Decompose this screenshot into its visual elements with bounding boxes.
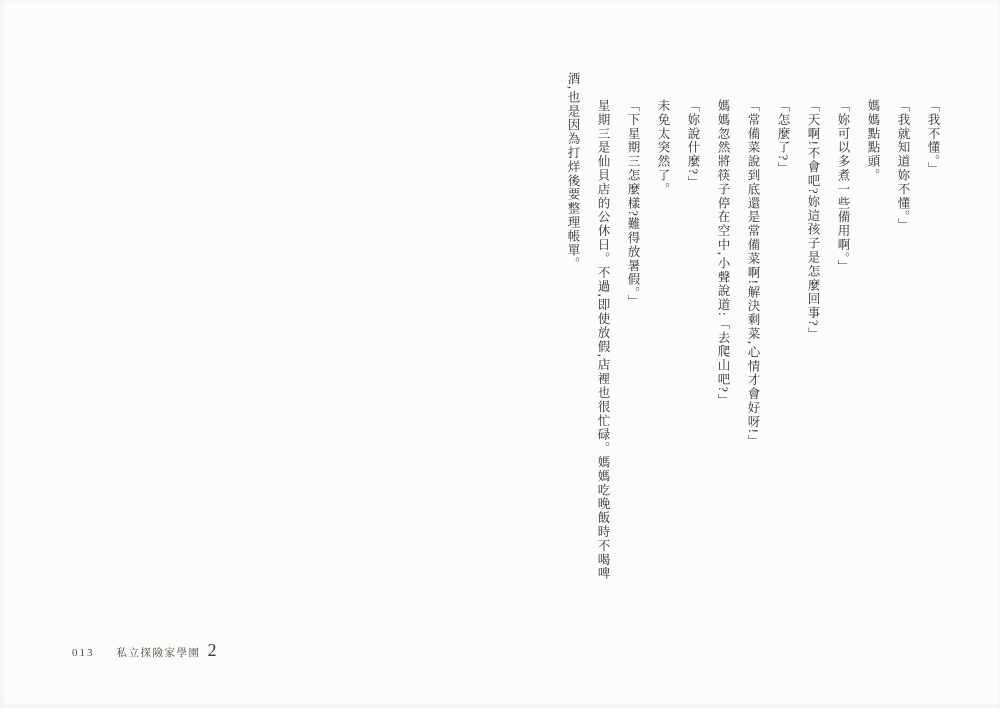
body-text-right xyxy=(558,72,948,620)
text-line: 媽媽點點頭。 xyxy=(866,99,880,183)
volume-number: 2 xyxy=(207,640,217,660)
text-line: 媽媽忽然將筷子停在空中,小聲說道:「去爬山吧?」 xyxy=(716,99,730,408)
page-right xyxy=(500,0,1000,708)
text-line: 「我就知道妳不懂。」 xyxy=(896,99,910,232)
text-line: 「常備菜說到底還是常備菜啊!解決剩菜,心情才會好呀!」 xyxy=(746,99,760,449)
book-title: 私立探險家學園 xyxy=(116,648,201,659)
text-line: 未免太突然了。 xyxy=(656,99,670,197)
text-line: 「妳可以多煮一些備用啊。」 xyxy=(836,99,850,274)
text-line: 「天啊!不會吧?妳這孩子是怎麼回事?」 xyxy=(806,99,820,341)
text-line: 「妳說什麼?」 xyxy=(686,99,700,190)
text-line: 「我不懂。」 xyxy=(926,99,940,177)
footer-left xyxy=(72,640,217,661)
text-line: 酒,也是因為打烊後要整理帳單。 xyxy=(566,72,580,272)
text-line: 「怎麼了?」 xyxy=(776,99,790,176)
text-line: 「下星期三怎麼樣?難得放暑假。」 xyxy=(626,99,640,309)
text-line: 星期三是仙貝店的公休日。不過,即使放假,店裡也很忙碌。媽媽吃晚飯時不喝啤 xyxy=(596,99,610,581)
page-number-left: 013 xyxy=(72,647,95,659)
